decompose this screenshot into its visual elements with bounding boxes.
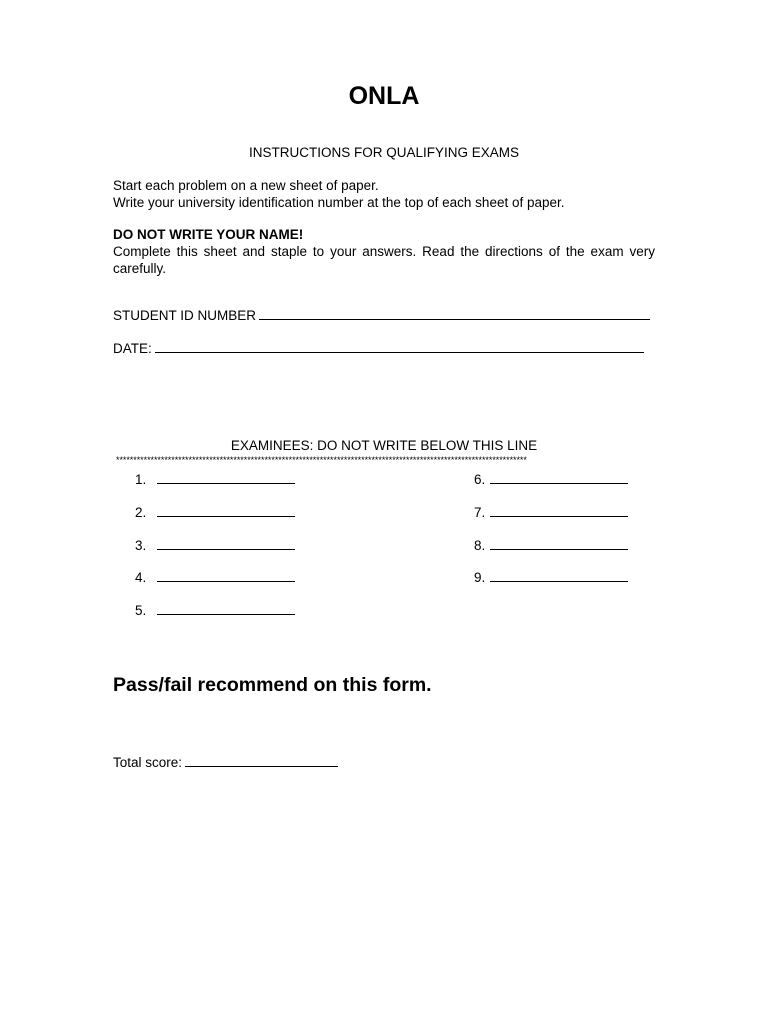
separator-stars: *********************************************************************************************************************** <box>116 455 527 465</box>
score-field-8[interactable] <box>490 537 628 550</box>
score-row-2 <box>135 504 295 520</box>
pass-fail-heading: Pass/fail recommend on this form. <box>113 674 432 696</box>
score-field-3[interactable] <box>157 537 295 550</box>
score-field-4[interactable] <box>157 569 295 582</box>
score-row-1 <box>135 471 295 487</box>
score-row-8 <box>474 537 628 553</box>
examinees-notice: EXAMINEES: DO NOT WRITE BELOW THIS LINE <box>230 438 538 453</box>
instruction-line: Start each problem on a new sheet of paper. <box>113 178 379 193</box>
date-field[interactable] <box>155 340 644 353</box>
total-score-row <box>113 754 338 770</box>
score-row-9 <box>474 569 628 585</box>
document-title: ONLA <box>348 82 420 110</box>
question-number: 7. <box>474 505 486 520</box>
score-row-5 <box>135 602 295 618</box>
score-row-7 <box>474 504 628 520</box>
student-id-field[interactable] <box>259 307 650 320</box>
score-field-6[interactable] <box>490 471 628 484</box>
question-number: 9. <box>474 570 486 585</box>
score-field-5[interactable] <box>157 602 295 615</box>
document-subtitle: INSTRUCTIONS FOR QUALIFYING EXAMS <box>248 145 520 160</box>
score-field-2[interactable] <box>157 504 295 517</box>
no-name-warning: DO NOT WRITE YOUR NAME! <box>113 227 304 242</box>
instruction-line: Write your university identification number at the top of each sheet of paper. <box>113 195 565 210</box>
score-row-6 <box>474 471 628 487</box>
score-field-1[interactable] <box>157 471 295 484</box>
question-number: 8. <box>474 538 486 553</box>
question-number: 4. <box>135 570 147 585</box>
instructions-block <box>113 177 565 211</box>
complete-instruction: Complete this sheet and staple to your answers. Read the directions of the exam very carefully. <box>113 244 655 276</box>
question-number: 2. <box>135 505 147 520</box>
date-row <box>113 340 644 356</box>
question-number: 6. <box>474 472 486 487</box>
student-id-label: STUDENT ID NUMBER <box>113 308 257 323</box>
score-row-4 <box>135 569 295 585</box>
score-row-3 <box>135 537 295 553</box>
total-score-field[interactable] <box>185 754 338 767</box>
question-number: 5. <box>135 603 147 618</box>
question-number: 1. <box>135 472 147 487</box>
score-field-9[interactable] <box>490 569 628 582</box>
total-score-label: Total score: <box>113 755 183 770</box>
student-id-row <box>113 307 650 323</box>
question-number: 3. <box>135 538 147 553</box>
date-label: DATE: <box>113 341 152 356</box>
score-field-7[interactable] <box>490 504 628 517</box>
warning-block <box>113 226 655 277</box>
